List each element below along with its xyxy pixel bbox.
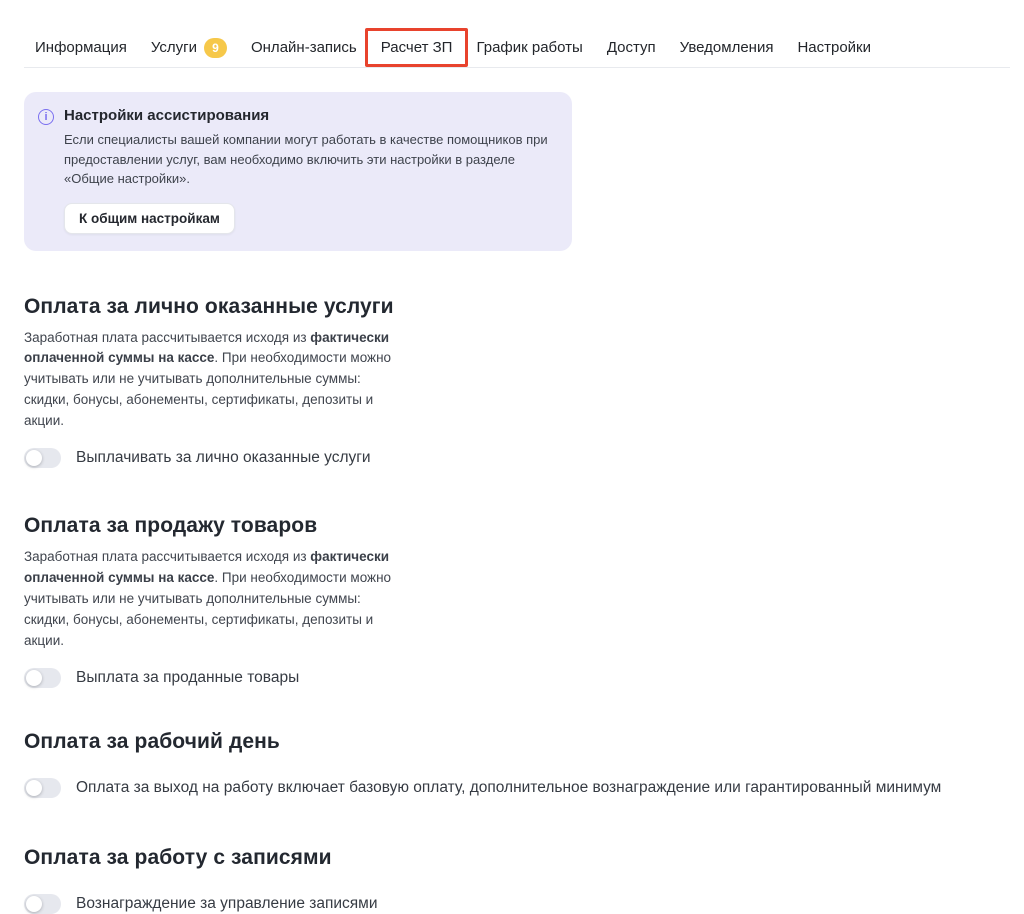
section-working-day xyxy=(24,730,1024,798)
section-title: Оплата за рабочий день xyxy=(24,730,280,754)
tab-bar xyxy=(24,28,1010,68)
tab-online-booking[interactable]: Онлайн-запись xyxy=(250,39,357,56)
tab-settings[interactable]: Настройки xyxy=(797,39,872,56)
tab-information[interactable]: Информация xyxy=(35,39,127,56)
assist-banner-title: Настройки ассистирования xyxy=(64,107,270,124)
tab-notifications[interactable]: Уведомления xyxy=(679,39,774,56)
toggle-row-working-day xyxy=(24,778,1024,798)
tab-services-label: Услуги xyxy=(150,39,197,56)
section-title: Оплата за лично оказанные услуги xyxy=(24,294,394,318)
section-description: Заработная плата рассчитывается исходя из фактически оплаченной суммы на кассе. При необходимости можно учитывать или не учитывать дополнительные суммы: скидки, бонусы, абонементы, сертификаты, депозиты и акции. xyxy=(24,549,392,648)
assist-banner-content xyxy=(64,107,548,234)
tab-salary-calc[interactable] xyxy=(381,39,453,56)
tab-services[interactable] xyxy=(151,38,227,58)
toggle-label: Оплата за выход на работу включает базовую оплату, дополнительное вознаграждение или гарантированный минимум xyxy=(76,779,942,797)
section-goods-sales xyxy=(24,514,1024,688)
assist-settings-banner xyxy=(24,92,572,251)
tab-salary-calc-label: Расчет ЗП xyxy=(380,39,453,56)
section-title: Оплата за продажу товаров xyxy=(24,514,318,538)
section-description: Заработная плата рассчитывается исходя из фактически оплаченной суммы на кассе. При необходимости можно учитывать или не учитывать дополнительные суммы: скидки, бонусы, абонементы, сертификаты, депозиты и акции. xyxy=(24,329,392,428)
tab-work-schedule[interactable]: График работы xyxy=(476,39,583,56)
toggle-label: Вознаграждение за управление записями xyxy=(76,895,378,913)
salary-settings-page xyxy=(0,28,1024,913)
toggle-working-day[interactable] xyxy=(24,778,61,798)
toggle-appointments[interactable] xyxy=(24,894,61,914)
info-icon: i xyxy=(38,109,54,125)
section-title: Оплата за работу с записями xyxy=(24,846,332,870)
general-settings-button[interactable]: К общим настройкам xyxy=(64,203,235,234)
tab-access[interactable]: Доступ xyxy=(606,39,656,56)
toggle-row-personal-services xyxy=(24,448,1024,468)
services-count-badge: 9 xyxy=(204,38,227,58)
toggle-row-goods-sales xyxy=(24,668,1024,688)
toggle-label: Выплата за проданные товары xyxy=(76,669,300,687)
toggle-row-appointments xyxy=(24,894,1024,914)
assist-banner-description: Если специалисты вашей компании могут работать в качестве помощников при предоставлении услуг, вам необходимо включить эти настройки в разделе «Общие настройки». xyxy=(64,132,548,186)
toggle-personal-services[interactable] xyxy=(24,448,61,468)
section-appointments xyxy=(24,846,1024,914)
toggle-goods-sales[interactable] xyxy=(24,668,61,688)
toggle-label: Выплачивать за лично оказанные услуги xyxy=(76,449,371,467)
section-personal-services xyxy=(24,295,1024,469)
